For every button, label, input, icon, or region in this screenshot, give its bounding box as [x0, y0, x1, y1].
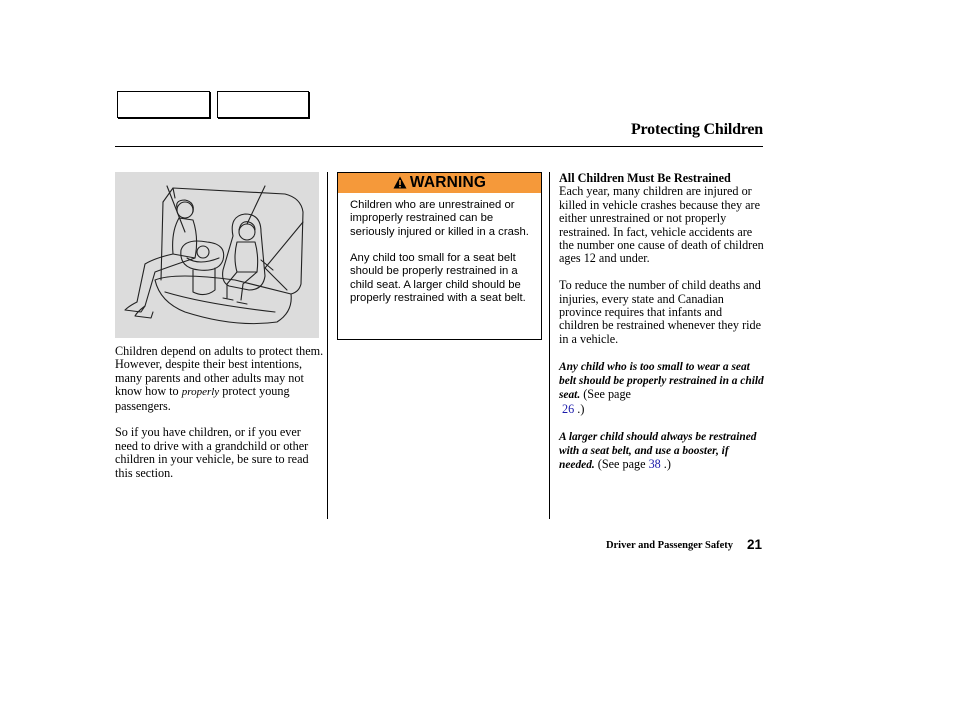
header-rule	[115, 146, 763, 147]
restraint-section	[559, 172, 764, 486]
section-paragraph-4: A larger child should always be restrained with a seat belt, and use a booster, if needed. (See page 38 .)	[559, 430, 757, 472]
nav-button-1[interactable]	[117, 91, 210, 118]
page-number: 21	[747, 537, 763, 552]
section-paragraph-1: Each year, many children are injured or killed in vehicle crashes because they are either unrestrained or not properly restrained. In fact, vehicle accidents are the number one cause of death of children ages 12 and under.	[559, 184, 764, 266]
warning-triangle-icon	[393, 176, 407, 191]
page-title: Protecting Children	[630, 121, 763, 138]
page-link-38[interactable]: 38	[648, 457, 661, 472]
section-heading: All Children Must Be Restrained	[559, 171, 731, 185]
page-link-26[interactable]: 26	[562, 401, 575, 416]
warning-box	[337, 172, 542, 340]
child-seat-illustration	[115, 172, 319, 338]
intro-paragraph-1: Children depend on adults to protect them. However, despite their best intentions, many parents and other adults may not know how to properly protect young passengers.	[115, 344, 324, 413]
column-divider-2	[549, 172, 550, 519]
warning-paragraph-2: Any child too small for a seat belt should be properly restrained in a child seat. A larger child should be properly restrained with a seat belt.	[350, 251, 526, 304]
warning-header	[338, 173, 541, 193]
section-paragraph-3: Any child who is too small to wear a seat belt should be properly restrained in a child seat. (See page 26 .)	[559, 360, 764, 416]
warning-heading: WARNING	[409, 174, 487, 191]
intro-paragraph-2: So if you have children, or if you ever need to drive with a grandchild or other children in your vehicle, be sure to read this section.	[115, 425, 309, 480]
footer-section-title: Driver and Passenger Safety	[605, 540, 733, 551]
column-divider-1	[327, 172, 328, 519]
warning-paragraph-1: Children who are unrestrained or improperly restrained can be seriously injured or killed in a crash.	[350, 199, 529, 238]
nav-button-2[interactable]	[217, 91, 309, 118]
section-paragraph-2: To reduce the number of child deaths and injuries, every state and Canadian province requires that infants and children be restrained whenever they ride in a vehicle.	[559, 278, 762, 346]
intro-text	[115, 345, 325, 493]
